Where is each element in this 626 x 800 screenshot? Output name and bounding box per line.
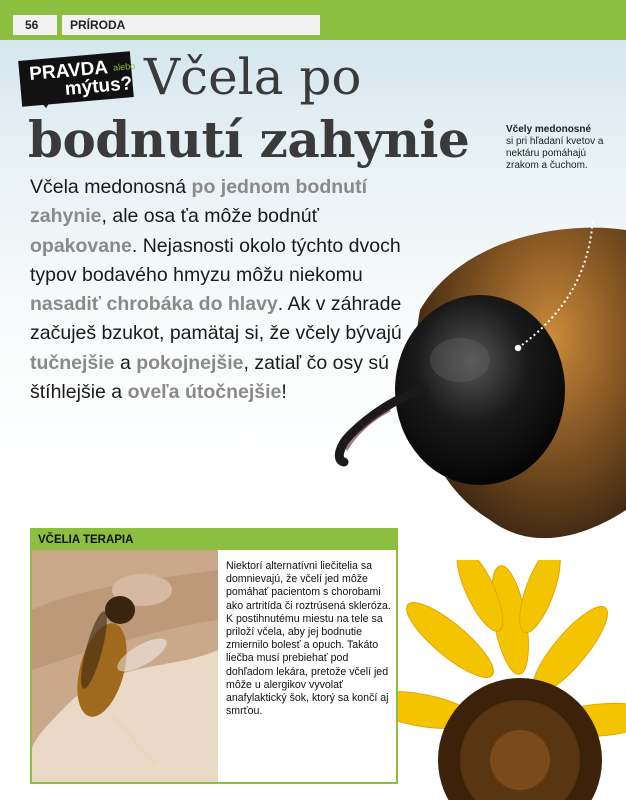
lead-text: Včela medonosná — [30, 176, 192, 198]
lead-highlight: tučnejšie — [30, 351, 115, 374]
lead-text: , zatiaľ čo osy sú štíhlejšie a — [30, 351, 390, 404]
badge-tail — [36, 96, 54, 108]
therapy-heading: VČELIA TERAPIA — [32, 530, 396, 550]
sunflower-illustration — [380, 560, 626, 800]
lead-text: ! — [281, 381, 287, 404]
page-number: 56 — [13, 15, 57, 35]
badge-word-myth: mýtus? — [63, 73, 134, 100]
lead-paragraph — [30, 173, 430, 407]
bee-therapy-box — [30, 528, 398, 784]
bee-caption — [506, 124, 618, 172]
lead-highlight: nasadiť chrobáka do hlavy — [30, 293, 278, 316]
caption-pointer-dot — [514, 344, 522, 352]
lead-highlight: opakovane — [30, 234, 132, 257]
lead-text: , ale osa ťa môže bodnúť — [101, 205, 319, 228]
therapy-text: Niektorí alternatívni liečitelia sa domnievajú, že včelí jed môže pomáhať pacientom s chorobami ako artritída či roztrúsená skleróza. K postihnutému miestu na tele sa priloží včela, aby jej bodnutie zmiernilo bolesť a opuch. Takáto liečba musí prebiehať pod dohľadom lekára, pretože včelí jed môže u alergikov vyvolať anafylaktický šok, ktorý sa končí aj smrťou. — [226, 560, 391, 718]
lead-text: a — [114, 351, 137, 374]
section-title: PRÍRODA — [62, 15, 320, 35]
badge-word-or: alebo — [112, 60, 136, 73]
lead-highlight: oveľa útočnejšie — [127, 381, 282, 404]
badge-word-truth: PRAVDA — [28, 57, 109, 86]
lead-highlight: po jednom bodnutí zahynie — [30, 176, 367, 228]
caption-bold: Včely medonosné — [506, 124, 592, 135]
caption-text: si pri hľadaní kvetov a nektáru pomáhajú zrakom a čuchom. — [506, 136, 604, 171]
title-line-1: Včela po — [144, 48, 362, 106]
lead-text: . Ak v záhrade začuješ bzukot, pamätaj si, že včely bývajú — [30, 293, 402, 345]
therapy-photo-bee-on-finger — [32, 550, 218, 782]
title-line-2: bodnutí zahynie — [28, 110, 470, 169]
lead-text: . Nejasnosti okolo týchto dvoch typov bodavého hmyzu môžu niekomu — [30, 234, 401, 286]
header-bar — [0, 0, 626, 40]
lead-highlight: pokojnejšie — [136, 351, 244, 374]
